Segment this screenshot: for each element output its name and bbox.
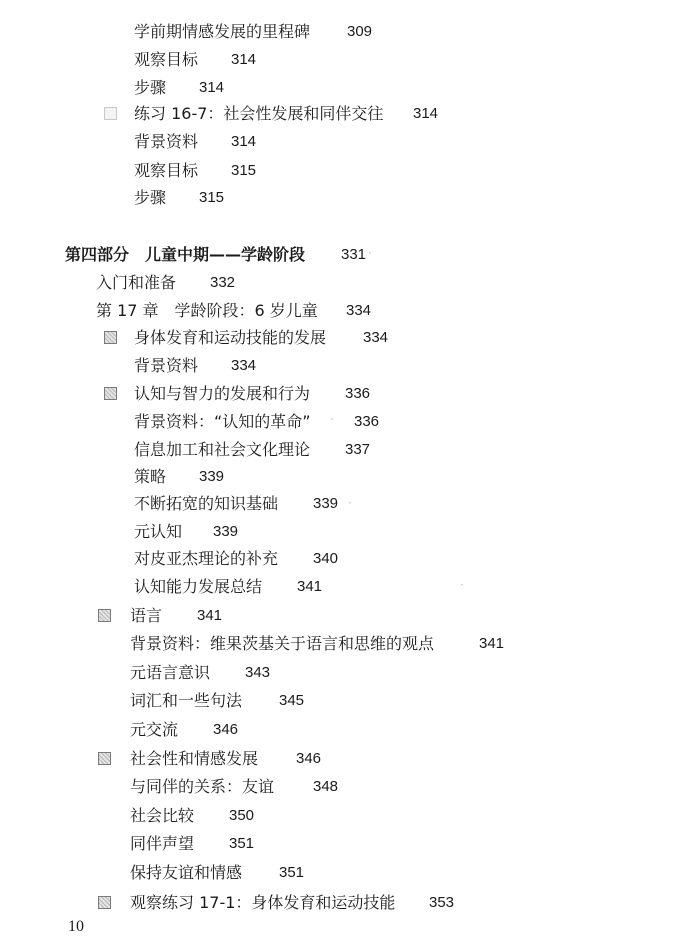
entry-page-number: 341 [197,607,223,624]
scan-speck: · [348,496,352,510]
entry-page-number: 314 [413,105,439,122]
entry-title: 元语言意识 [130,663,211,682]
entry-page-number: 339 [313,495,339,512]
entry-title: 观察目标 [134,161,199,180]
square-bullet-icon [98,752,111,765]
entry-title: 背景资料：“认知的革命” [134,412,311,431]
entry-title: 学前期情感发展的里程碑 [134,22,311,41]
scan-speck: · [460,578,464,592]
chapter-page-number: 334 [346,302,372,319]
entry-page-number: 351 [279,864,305,881]
entry-title: 观察目标 [134,50,199,69]
entry-title: 身体发育和运动技能的发展 [134,328,327,347]
entry-page-number: 334 [231,357,257,374]
entry-page-number: 336 [354,413,380,430]
entry-title: 与同伴的关系：友谊 [130,777,275,796]
scan-speck: · [368,246,372,260]
entry-title: 认知与智力的发展和行为 [134,384,311,403]
entry-title: 背景资料 [134,356,199,375]
entry-title: 不断拓宽的知识基础 [134,494,279,513]
entry-page-number: 351 [229,835,255,852]
square-bullet-icon [98,896,111,909]
part-title: 第四部分 儿童中期——学龄阶段 [65,245,306,264]
chapter-title: 第 17 章 学龄阶段：6 岁儿童 [96,301,318,320]
entry-page-number: 346 [213,721,239,738]
part-page-number: 331 [341,246,367,263]
entry-title: 语言 [130,606,163,625]
entry-title: 社会性和情感发展 [130,749,259,768]
entry-title: 保持友谊和情感 [130,863,243,882]
entry-title: 社会比较 [130,806,195,825]
entry-title: 背景资料：维果茨基关于语言和思维的观点 [130,634,435,653]
entry-title: 背景资料 [134,132,199,151]
entry-title: 对皮亚杰理论的补充 [134,549,279,568]
entry-page-number: 339 [213,523,239,540]
entry-page-number: 345 [279,692,305,709]
entry-page-number: 346 [296,750,322,767]
entry-title: 入门和准备 [96,273,177,292]
entry-page-number: 314 [231,51,257,68]
entry-title: 词汇和一些句法 [130,691,243,710]
entry-page-number: 340 [313,550,339,567]
entry-page-number: 353 [429,894,455,911]
scan-speck: · [330,412,334,426]
square-bullet-icon [104,107,117,120]
entry-title: 元交流 [130,720,179,739]
entry-page-number: 336 [345,385,371,402]
entry-title: 观察练习 17-1：身体发育和运动技能 [130,893,396,912]
entry-page-number: 341 [297,578,323,595]
entry-page-number: 332 [210,274,236,291]
entry-title: 信息加工和社会文化理论 [134,440,311,459]
entry-page-number: 337 [345,441,371,458]
square-bullet-icon [104,387,117,400]
entry-page-number: 334 [363,329,389,346]
entry-title: 认知能力发展总结 [134,577,263,596]
entry-title: 同伴声望 [130,834,195,853]
entry-title: 元认知 [134,522,183,541]
entry-title: 步骤 [134,78,167,97]
entry-page-number: 315 [231,162,257,179]
entry-page-number: 350 [229,807,255,824]
entry-page-number: 341 [479,635,505,652]
entry-page-number: 314 [231,133,257,150]
entry-title: 步骤 [134,188,167,207]
page-number: 10 [68,918,84,935]
entry-page-number: 343 [245,664,271,681]
square-bullet-icon [104,331,117,344]
entry-page-number: 315 [199,189,225,206]
entry-page-number: 348 [313,778,339,795]
entry-page-number: 309 [347,23,373,40]
entry-title: 策略 [134,467,167,486]
entry-page-number: 314 [199,79,225,96]
entry-title: 练习 16-7：社会性发展和同伴交往 [134,104,384,123]
square-bullet-icon [98,609,111,622]
entry-page-number: 339 [199,468,225,485]
